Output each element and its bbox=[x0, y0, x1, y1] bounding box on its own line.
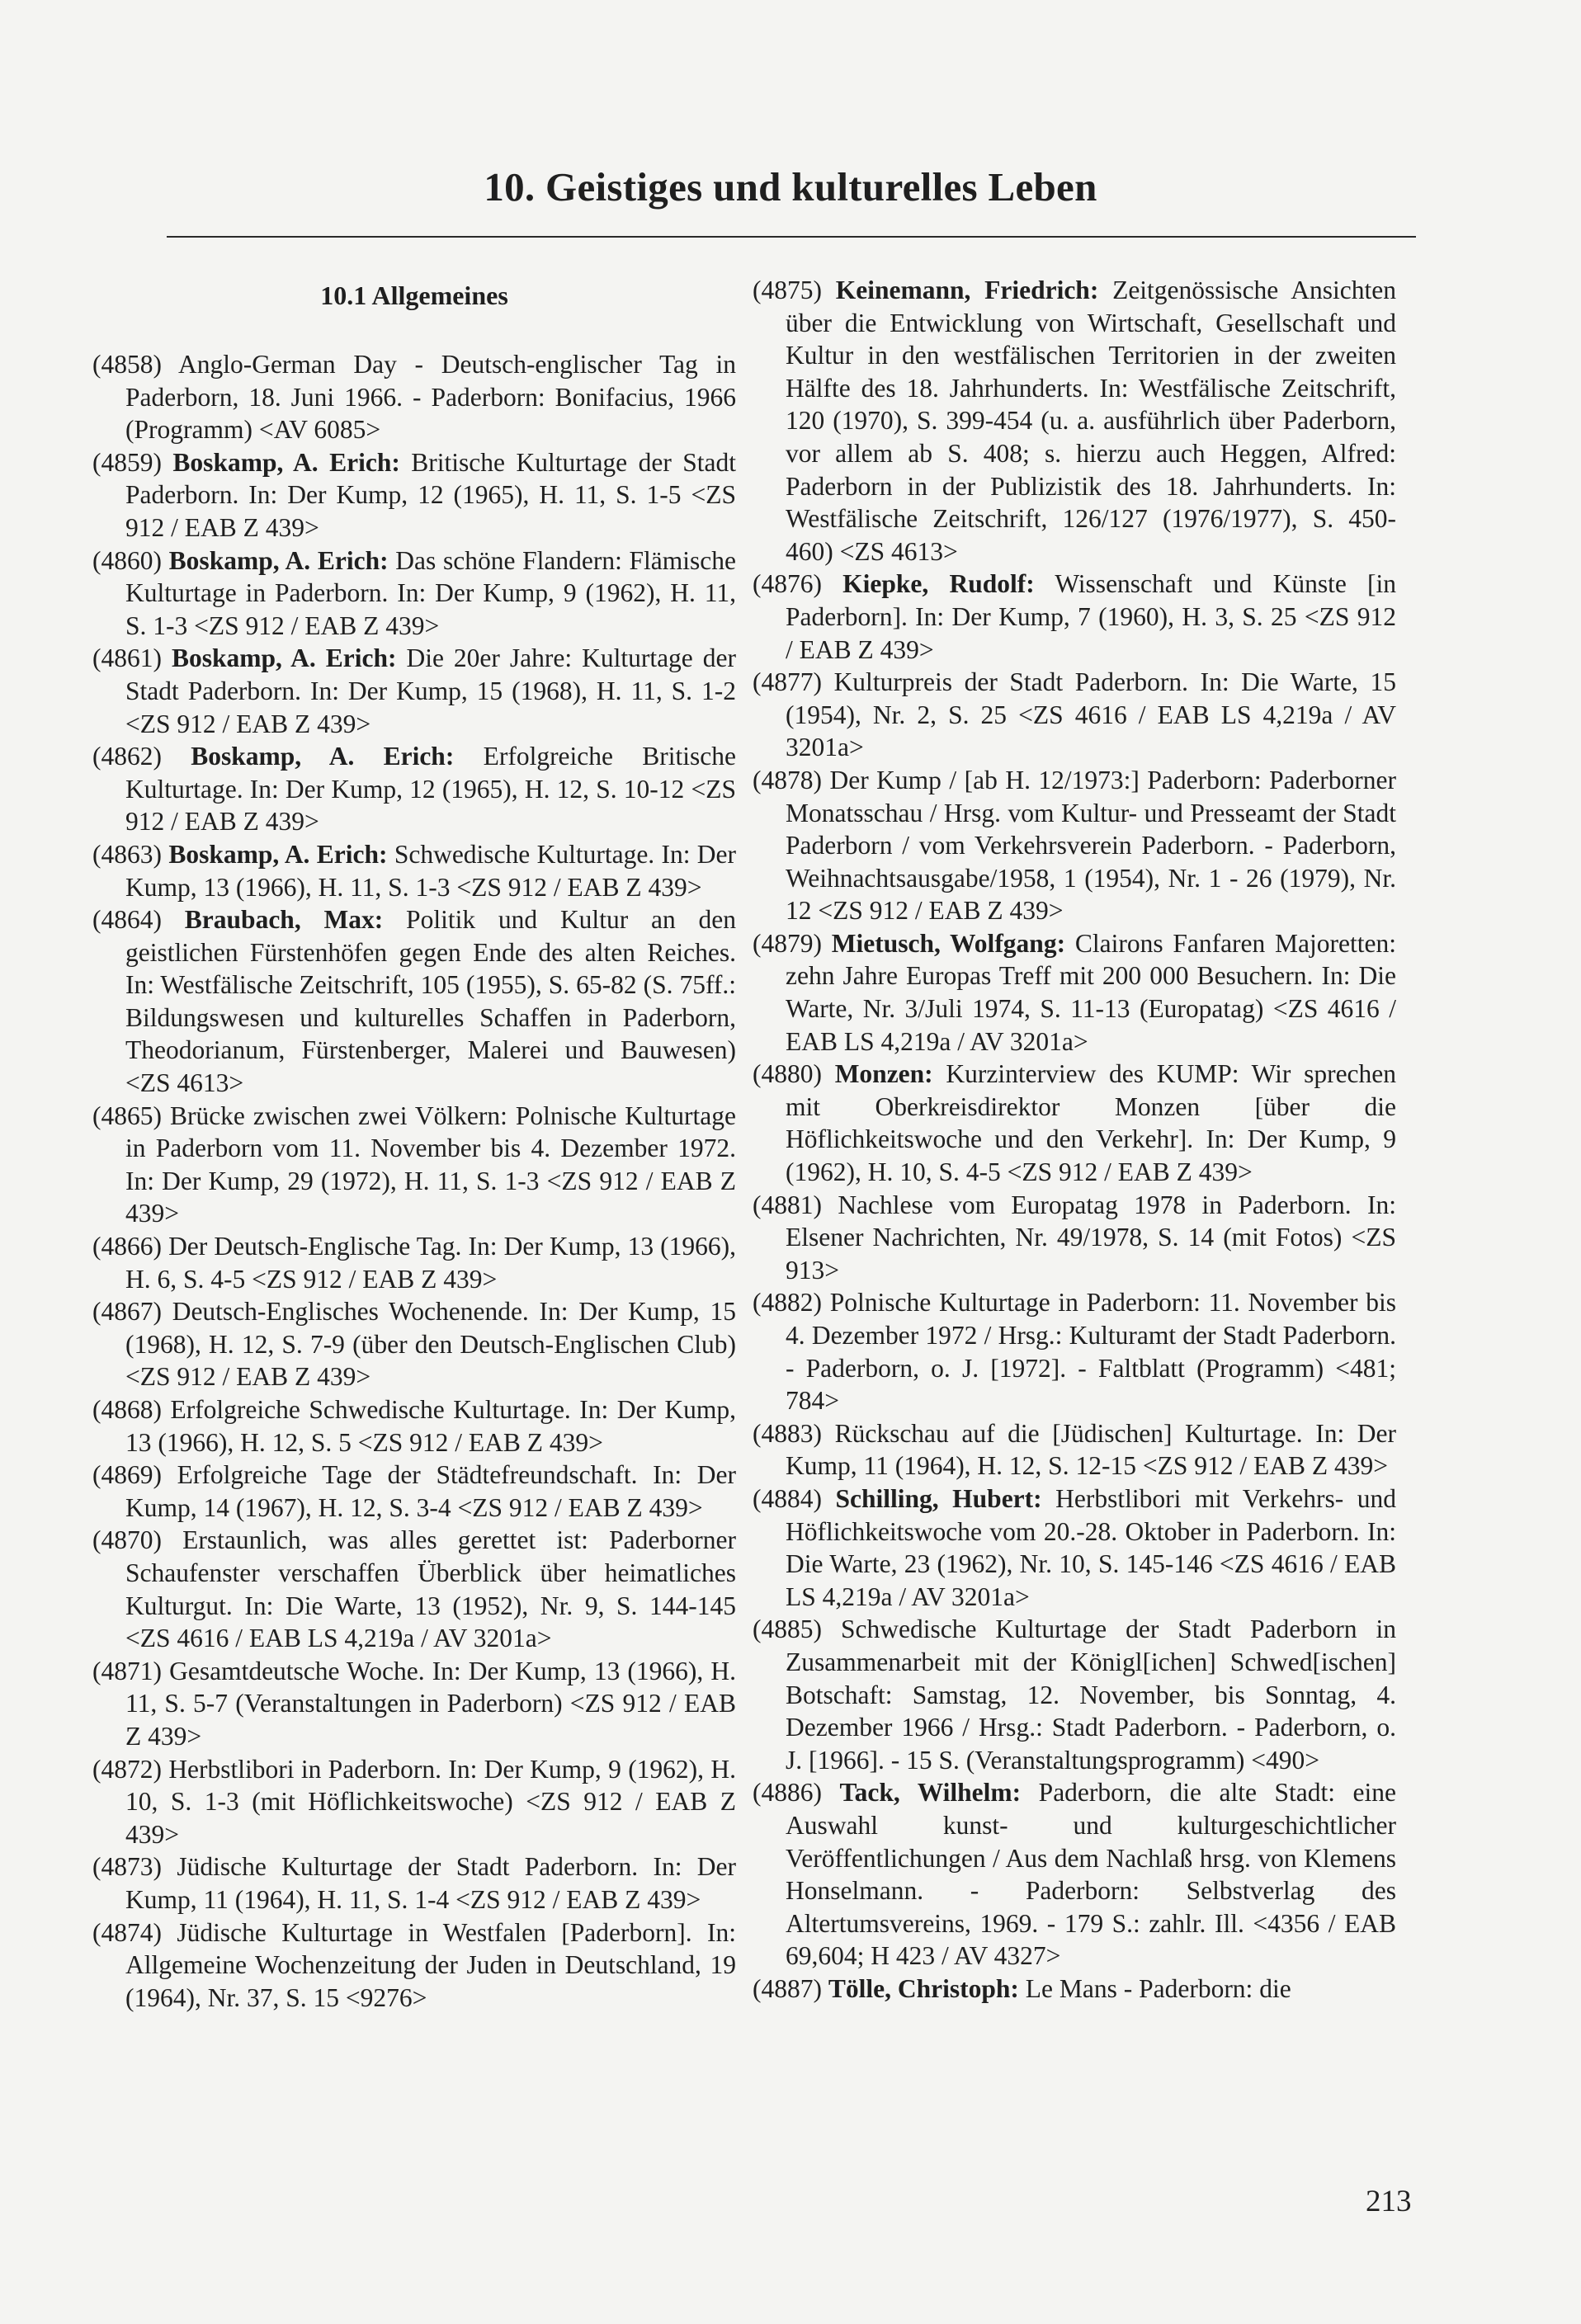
entry-text: Schwedische Kulturtage der Stadt Paderborn in Zusammenarbeit mit der Königl[ichen] Schwed[ischen] Botschaft: Samstag, 12. November, bis Sonntag, 4. Dezember 1966 / Hrsg.: Stadt Paderborn. - Paderborn, o. J. [1966]. - 15 S. (Veranstaltungsprogramm) <490> bbox=[786, 1615, 1396, 1775]
entry-text: Gesamtdeutsche Woche. In: Der Kump, 13 (1966), H. 11, S. 5-7 (Veranstaltungen in Paderborn) <ZS 912 / EAB Z 439> bbox=[125, 1656, 737, 1751]
entry-text: Politik und Kultur an den geistlichen Fürstenhöfen gegen Ende des alten Reiches. In: Westfälische Zeitschrift, 105 (1955), S. 65-82 (S. 75ff.: Bildungswesen und kulturelles Schaffen in Paderborn, Theodorianum, Fürstenberger, Malerei und Bauwesen) <ZS 4613> bbox=[125, 905, 737, 1098]
entry-text: Schwedische Kulturtage. In: Der Kump, 13 (1966), H. 11, S. 1-3 <ZS 912 / EAB Z 439> bbox=[125, 839, 737, 902]
entry-number: (4873) bbox=[92, 1852, 162, 1882]
entry-number: (4885) bbox=[753, 1615, 822, 1644]
entry-text: Erstaunlich, was alles gerettet ist: Paderborner Schaufenster verschaffen Überblick über heimatliches Kulturgut. In: Die Warte, 13 (1952), Nr. 9, S. 144-145 <ZS 4616 / EAB LS 4,219a / AV 3201a> bbox=[125, 1525, 736, 1653]
entry-number: (4883) bbox=[753, 1418, 822, 1448]
entry-number: (4866) bbox=[92, 1232, 162, 1261]
entry-number: (4863) bbox=[92, 839, 162, 869]
entry-text: Polnische Kulturtage in Paderborn: 11. November bis 4. Dezember 1972 / Hrsg.: Kulturamt der Stadt Paderborn. - Paderborn, o. J. [1972]. - Faltblatt (Programm) <481; 784> bbox=[786, 1288, 1396, 1416]
bibliography-entry bbox=[753, 1058, 1396, 1188]
entry-text: Brücke zwischen zwei Völkern: Polnische Kulturtage in Paderborn vom 11. November bis 4. Dezember 1972. In: Der Kump, 29 (1972), H. 11, S. 1-3 <ZS 912 / EAB Z 439> bbox=[125, 1101, 737, 1228]
bibliography-entry bbox=[753, 1189, 1396, 1287]
entry-text: Wissenschaft und Künste [in Paderborn]. In: Der Kump, 7 (1960), H. 3, S. 25 <ZS 912 / EAB Z 439> bbox=[786, 569, 1396, 664]
entry-number: (4876) bbox=[753, 569, 822, 599]
entry-number: (4874) bbox=[92, 1917, 162, 1947]
entry-author: Boskamp, A. Erich: bbox=[172, 447, 400, 477]
bibliography-entry bbox=[753, 666, 1396, 764]
entry-number: (4886) bbox=[753, 1778, 822, 1808]
bibliography-entry bbox=[92, 642, 736, 740]
bibliography-entry bbox=[92, 1295, 736, 1393]
entry-text: Erfolgreiche Britische Kulturtage. In: Der Kump, 12 (1965), H. 12, S. 10-12 <ZS 912 / EAB Z 439> bbox=[125, 742, 736, 837]
entry-text: Erfolgreiche Schwedische Kulturtage. In: Der Kump, 13 (1966), H. 12, S. 5 <ZS 912 / EAB Z 439> bbox=[125, 1395, 737, 1457]
entry-number: (4869) bbox=[92, 1460, 162, 1490]
bibliography-entry bbox=[92, 1524, 736, 1654]
entry-author: Tölle, Christoph: bbox=[828, 1973, 1019, 2003]
entry-number: (4877) bbox=[753, 667, 822, 697]
bibliography-entry bbox=[92, 1753, 736, 1851]
chapter-title: 10. Geistiges und kulturelles Leben bbox=[484, 164, 1097, 210]
entry-text: Paderborn, die alte Stadt: eine Auswahl kunst- und kulturgeschichtlicher Veröffentlichungen / Aus dem Nachlaß hrsg. von Klemens Honselmann. - Paderborn: Selbstverlag des Altertumsvereins, 1969. - 179 S.: zahlr. Ill. <4356 / EAB 69,604; H 423 / AV 4327> bbox=[786, 1778, 1397, 1971]
bibliography-entry bbox=[92, 1393, 736, 1459]
entry-author: Boskamp, A. Erich: bbox=[191, 742, 455, 771]
entry-author: Keinemann, Friedrich: bbox=[835, 276, 1099, 304]
bibliography-entry bbox=[92, 740, 736, 838]
entry-number: (4880) bbox=[753, 1059, 822, 1089]
bibliography-entry bbox=[92, 544, 736, 643]
left-entry-list bbox=[92, 348, 736, 2014]
entry-number: (4872) bbox=[92, 1754, 162, 1784]
entry-text: Jüdische Kulturtage in Westfalen [Paderborn]. In: Allgemeine Wochenzeitung der Juden in Deutschland, 19 (1964), Nr. 37, S. 15 <9276> bbox=[125, 1917, 736, 2012]
entry-number: (4878) bbox=[753, 765, 822, 794]
entry-author: Boskamp, A. Erich: bbox=[171, 643, 397, 673]
entry-number: (4862) bbox=[92, 742, 162, 771]
entry-author: Tack, Wilhelm: bbox=[839, 1778, 1022, 1808]
entry-text: Kurzinterview des KUMP: Wir sprechen mit Oberkreisdirektor Monzen [über die Höflichkeitswoche und den Verkehr]. In: Der Kump, 9 (1962), H. 10, S. 4-5 <ZS 912 / EAB Z 439> bbox=[786, 1059, 1397, 1187]
bibliography-entry bbox=[753, 1483, 1396, 1613]
bibliography-entry bbox=[92, 1655, 736, 1753]
title-divider bbox=[167, 236, 1416, 238]
entry-number: (4858) bbox=[92, 350, 162, 379]
entry-number: (4871) bbox=[92, 1656, 162, 1685]
bibliography-entry bbox=[753, 274, 1396, 568]
bibliography-entry bbox=[753, 1776, 1396, 1973]
bibliography-entry bbox=[92, 446, 736, 544]
entry-text: Die 20er Jahre: Kulturtage der Stadt Paderborn. In: Der Kump, 15 (1968), H. 11, S. 1-2 <ZS 912 / EAB Z 439> bbox=[125, 643, 736, 738]
entry-text: Herbstlibori mit Verkehrs- und Höflichkeitswoche vom 20.-28. Oktober in Paderborn. In: Die Warte, 23 (1962), Nr. 10, S. 145-146 <ZS 4616 / EAB LS 4,219a / AV 3201a> bbox=[786, 1483, 1396, 1611]
entry-author: Boskamp, A. Erich: bbox=[168, 839, 388, 869]
entry-number: (4861) bbox=[92, 643, 162, 673]
entry-text: Der Deutsch-Englische Tag. In: Der Kump, 13 (1966), H. 6, S. 4-5 <ZS 912 / EAB Z 439> bbox=[125, 1232, 736, 1294]
bibliography-entry bbox=[753, 568, 1396, 666]
entry-text: Das schöne Flandern: Flämische Kulturtage in Paderborn. In: Der Kump, 9 (1962), H. 11, S. 1-3 <ZS 912 / EAB Z 439> bbox=[125, 545, 736, 640]
entry-author: Mietusch, Wolfgang: bbox=[831, 928, 1066, 958]
entry-number: (4887) bbox=[753, 1973, 822, 2003]
entry-text: Zeitgenössische Ansichten über die Entwicklung von Wirtschaft, Gesellschaft und Kultur in den westfälischen Territorien in der zweiten Hälfte des 18. Jahrhunderts. In: Westfälische Zeitschrift, 120 (1970), S. 399-454 (u. a. ausführlich über Paderborn, vor allem ab S. 408; s. hierzu auch Heggen, Alfred: Paderborn in der Publizistik des 18. Jahrhunderts. In: Westfälische Zeitschrift, 126/127 (1976/1977), S. 450-460) <ZS 4613> bbox=[786, 276, 1397, 566]
entry-text: Le Mans - Paderborn: die bbox=[1025, 1973, 1291, 2003]
entry-text: Der Kump / [ab H. 12/1973:] Paderborn: Paderborner Monatsschau / Hrsg. vom Kultur- und Presseamt der Stadt Paderborn / vom Verkehrsverein Paderborn. - Paderborn, Weihnachtsausgabe/1958, 1 (1954), Nr. 1 - 26 (1979), Nr. 12 <ZS 912 / EAB Z 439> bbox=[786, 765, 1397, 926]
entry-number: (4860) bbox=[92, 545, 162, 575]
entry-number: (4867) bbox=[92, 1297, 162, 1327]
entry-text: Erfolgreiche Tage der Städtefreundschaft. In: Der Kump, 14 (1967), H. 12, S. 3-4 <ZS 912 / EAB Z 439> bbox=[125, 1460, 737, 1522]
entry-number: (4882) bbox=[753, 1288, 822, 1318]
bibliography-entry bbox=[92, 348, 736, 446]
entry-number: (4868) bbox=[92, 1395, 162, 1424]
entry-author: Monzen: bbox=[834, 1059, 933, 1089]
entry-author: Boskamp, A. Erich: bbox=[168, 545, 389, 575]
entry-text: Jüdische Kulturtage der Stadt Paderborn. In: Der Kump, 11 (1964), H. 11, S. 1-4 <ZS 912 / EAB Z 439> bbox=[125, 1852, 736, 1914]
entry-text: Nachlese vom Europatag 1978 in Paderborn. In: Elsener Nachrichten, Nr. 49/1978, S. 14 (mit Fotos) <ZS 913> bbox=[786, 1190, 1396, 1285]
entry-author: Schilling, Hubert: bbox=[835, 1483, 1042, 1513]
entry-text: Anglo-German Day - Deutsch-englischer Tag in Paderborn, 18. Juni 1966. - Paderborn: Bonifacius, 1966 (Programm) <AV 6085> bbox=[125, 350, 736, 445]
right-entry-list bbox=[753, 274, 1396, 2005]
entry-text: Kulturpreis der Stadt Paderborn. In: Die Warte, 15 (1954), Nr. 2, S. 25 <ZS 4616 / EAB LS 4,219a / AV 3201a> bbox=[786, 667, 1397, 762]
entry-number: (4875) bbox=[753, 276, 822, 304]
bibliography-entry bbox=[92, 1459, 736, 1524]
bibliography-entry bbox=[92, 1230, 736, 1295]
bibliography-entry bbox=[92, 1850, 736, 1916]
entry-text: Britische Kulturtage der Stadt Paderborn. In: Der Kump, 12 (1965), H. 11, S. 1-5 <ZS 912 / EAB Z 439> bbox=[125, 447, 736, 542]
page-number: 213 bbox=[1366, 2185, 1412, 2218]
bibliography-entry bbox=[92, 1916, 736, 2015]
entry-author: Kiepke, Rudolf: bbox=[842, 569, 1035, 599]
entry-author: Braubach, Max: bbox=[184, 905, 384, 935]
entry-text: Deutsch-Englisches Wochenende. In: Der Kump, 15 (1968), H. 12, S. 7-9 (über den Deutsch-Englischen Club) <ZS 912 / EAB Z 439> bbox=[125, 1297, 736, 1392]
entry-number: (4859) bbox=[92, 447, 162, 477]
right-column bbox=[753, 274, 1396, 2005]
bibliography-entry bbox=[753, 764, 1396, 927]
entry-number: (4881) bbox=[753, 1190, 822, 1219]
bibliography-entry bbox=[753, 1417, 1396, 1483]
entry-number: (4864) bbox=[92, 905, 162, 935]
bibliography-entry bbox=[92, 1100, 736, 1230]
entry-text: Rückschau auf die [Jüdischen] Kulturtage. In: Der Kump, 11 (1964), H. 12, S. 12-15 <ZS 912 / EAB Z 439> bbox=[786, 1418, 1397, 1481]
left-column bbox=[92, 274, 736, 2014]
bibliography-entry bbox=[92, 838, 736, 903]
entry-number: (4884) bbox=[753, 1483, 822, 1513]
bibliography-entry bbox=[92, 903, 736, 1100]
entry-text: Clairons Fanfaren Majoretten: zehn Jahre Europas Treff mit 200 000 Besuchern. In: Die Warte, Nr. 3/Juli 1974, S. 11-13 (Europatag) <ZS 4616 / EAB LS 4,219a / AV 3201a> bbox=[786, 928, 1396, 1056]
entry-number: (4870) bbox=[92, 1525, 162, 1555]
section-title: 10.1 Allgemeines bbox=[320, 280, 508, 310]
entry-number: (4879) bbox=[753, 928, 822, 958]
bibliography-entry bbox=[753, 1613, 1396, 1776]
bibliography-entry bbox=[753, 927, 1396, 1058]
bibliography-entry bbox=[753, 1286, 1396, 1417]
bibliography-entry bbox=[753, 1973, 1396, 2006]
entry-number: (4865) bbox=[92, 1101, 162, 1130]
entry-text: Herbstlibori in Paderborn. In: Der Kump, 9 (1962), H. 10, S. 1-3 (mit Höflichkeitswoche) <ZS 912 / EAB Z 439> bbox=[125, 1754, 736, 1849]
